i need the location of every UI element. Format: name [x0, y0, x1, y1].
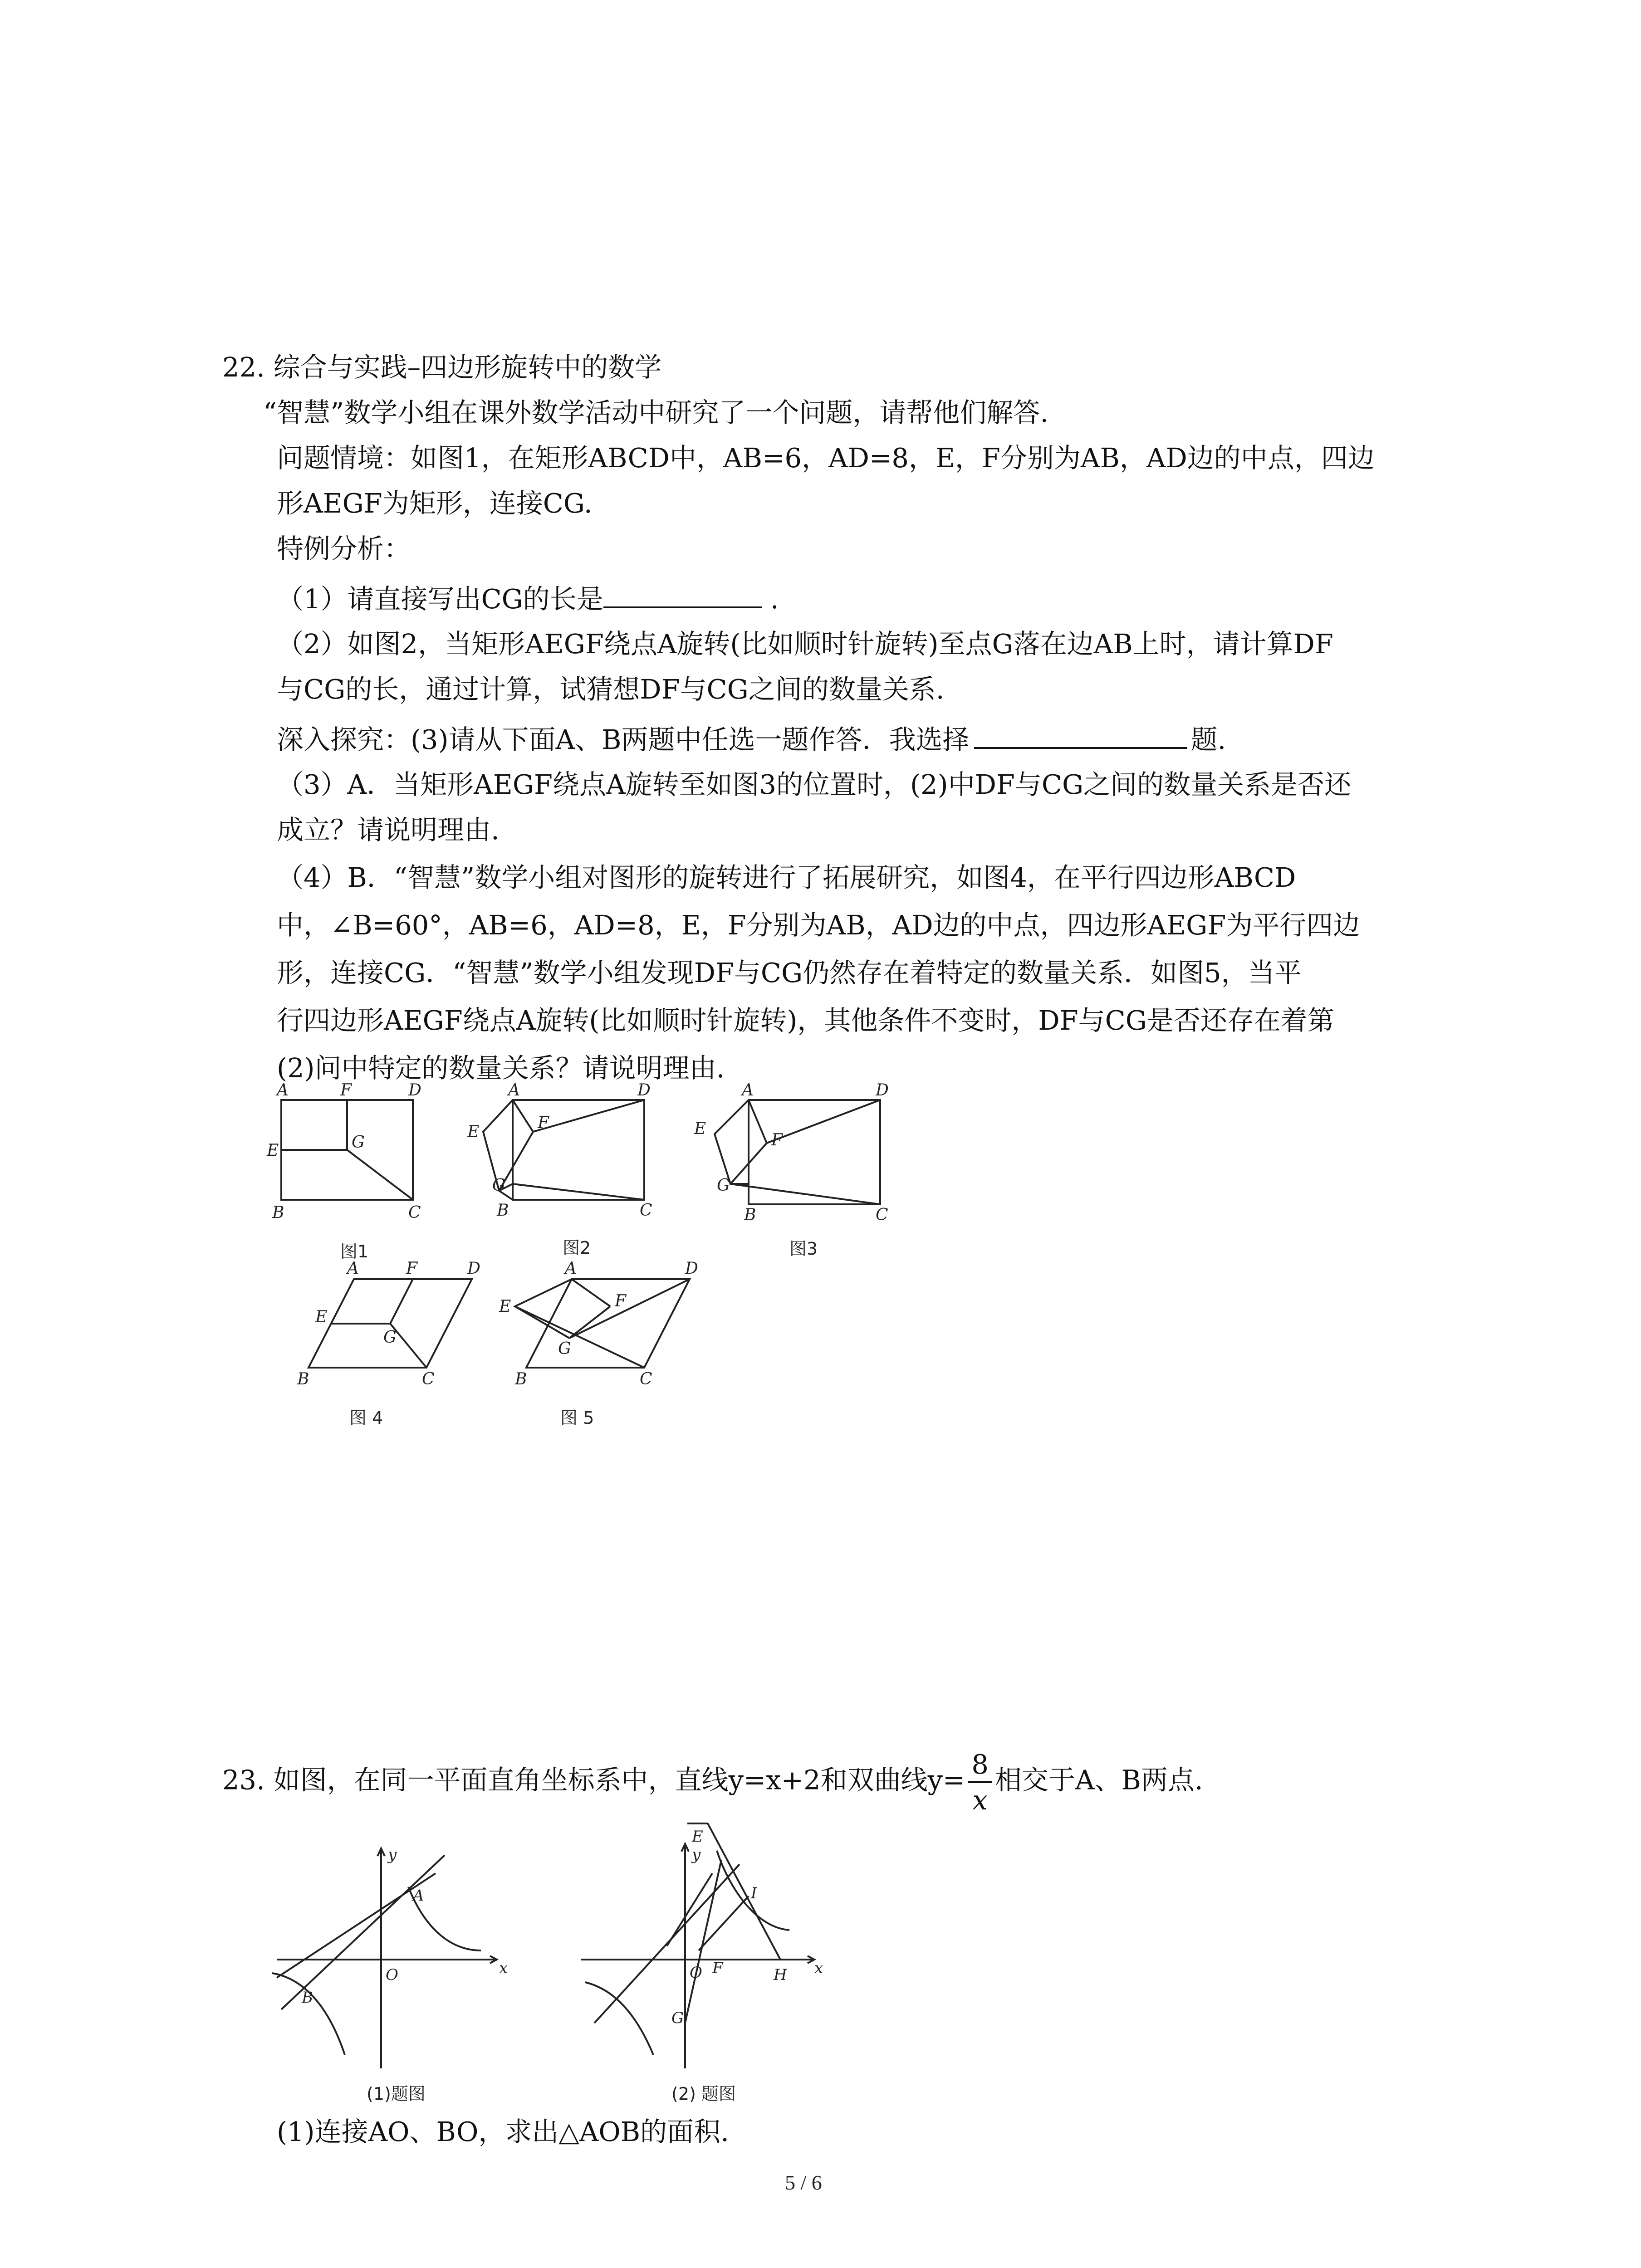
fig2-label-e: E — [467, 1123, 480, 1141]
q23-fig1-caption: (1)题图 — [367, 2084, 426, 2104]
fig2-caption: 图2 — [563, 1238, 591, 1258]
q23-figure-2 — [576, 1810, 830, 2068]
q23f1-label-a: A — [413, 1887, 424, 1905]
answer-blank-1[interactable] — [603, 578, 762, 608]
q22-context-line1: 问题情境：如图1，在矩形ABCD中，AB=6，AD=8，E，F分别为AB，AD边的中点，四边 — [277, 442, 1375, 474]
q23-stem-text: 23. 如图，在同一平面直角坐标系中，直线y=x+2和双曲线y= — [222, 1764, 965, 1796]
q23f2-label-g: G — [671, 2009, 684, 2027]
q22-part4-line1: （4）B．“智慧”数学小组对图形的旋转进行了拓展研究，如图4，在平行四边形ABCD — [277, 862, 1296, 893]
page-number: 5 / 6 — [785, 2171, 822, 2194]
q23-stem — [222, 1749, 1203, 1816]
q22-part4-line4: 行四边形AEGF绕点A旋转(比如顺时针旋转)，其他条件不变时，DF与CG是否还存在着第 — [277, 1005, 1334, 1036]
q23f2-label-e: E — [692, 1828, 703, 1846]
q23f2-label-i: I — [751, 1884, 757, 1902]
fraction-numerator: 8 — [968, 1751, 992, 1783]
fig5-caption: 图 5 — [560, 1408, 594, 1428]
answer-blank-choice[interactable] — [974, 719, 1187, 749]
fig3-label-e: E — [694, 1119, 706, 1138]
fig5-label-e: E — [499, 1297, 511, 1316]
figure-4 — [290, 1261, 485, 1388]
fig2-label-f: F — [538, 1114, 549, 1132]
q22-part4-line5: (2)问中特定的数量关系？请说明理由. — [277, 1052, 725, 1084]
fig5-label-d: D — [685, 1259, 698, 1278]
figure-1 — [267, 1081, 426, 1232]
fig4-label-b: B — [297, 1370, 309, 1388]
q22-part2-line2: 与CG的长，通过计算，试猜想DF与CG之间的数量关系. — [277, 674, 945, 705]
fig2-label-c: C — [640, 1201, 652, 1220]
q22-part1-text: （1）请直接写出CG的长是 — [277, 583, 603, 615]
fraction-denominator: x — [972, 1784, 988, 1816]
q23f1-label-y: y — [388, 1846, 397, 1864]
fig5-label-c: C — [640, 1370, 652, 1388]
fig1-label-g: G — [352, 1133, 365, 1152]
q23-fig2-caption: (2) 题图 — [671, 2084, 736, 2104]
q23f1-label-x: x — [499, 1959, 508, 1977]
q22-title: 22. 综合与实践–四边形旋转中的数学 — [222, 352, 662, 383]
fig1-caption: 图1 — [340, 1242, 369, 1261]
fig5-label-g: G — [558, 1339, 571, 1358]
q22-context-line2: 形AEGF为矩形，连接CG. — [277, 488, 593, 519]
figure-2 — [463, 1081, 662, 1232]
q22-intro: “智慧”数学小组在课外数学活动中研究了一个问题，请帮他们解答. — [263, 397, 1049, 428]
q22-deep-text: 深入探究：(3)请从下面A、B两题中任选一题作答．我选择 — [277, 724, 970, 755]
q23-stem-end: 相交于A、B两点. — [994, 1764, 1203, 1796]
q22-part3-line2: 成立？请说明理由. — [277, 814, 500, 846]
fraction-8-over-x — [968, 1749, 992, 1816]
q23f2-label-y: y — [692, 1846, 701, 1864]
q22-special-heading: 特例分析： — [277, 533, 411, 564]
fig4-label-c: C — [422, 1370, 435, 1388]
q22-part1 — [277, 578, 779, 617]
fig3-label-b: B — [744, 1206, 756, 1224]
fig3-label-f: F — [771, 1131, 783, 1149]
fig3-caption: 图3 — [789, 1239, 818, 1259]
fig5-label-b: B — [515, 1370, 527, 1388]
fig2-label-g: G — [492, 1176, 505, 1195]
fig4-label-a: A — [347, 1259, 359, 1278]
q23-figure-1 — [272, 1842, 526, 2068]
fig3-label-c: C — [876, 1206, 888, 1224]
fig2-label-b: B — [497, 1201, 509, 1220]
fig1-label-f: F — [340, 1081, 352, 1100]
fig4-label-d: D — [467, 1259, 480, 1278]
q23f2-label-f: F — [712, 1959, 723, 1977]
figure-5 — [499, 1261, 708, 1388]
q23-part1: (1)连接AO、BO，求出△AOB的面积. — [277, 2116, 729, 2147]
fig1-label-b: B — [272, 1203, 284, 1222]
fig3-label-g: G — [717, 1176, 730, 1195]
fig4-label-f: F — [406, 1259, 417, 1278]
fig3-label-d: D — [876, 1081, 889, 1100]
q22-part3-line1: （3）A．当矩形AEGF绕点A旋转至如图3的位置时，(2)中DF与CG之间的数量关系是否还 — [277, 769, 1352, 800]
q22-deep-end: 题. — [1190, 724, 1226, 755]
fig3-label-a: A — [742, 1081, 754, 1100]
fig4-label-e: E — [315, 1308, 328, 1326]
figure-3 — [690, 1081, 903, 1232]
fig1-label-a: A — [277, 1081, 289, 1100]
q23f2-label-o: O — [690, 1964, 702, 1982]
fig2-label-d: D — [637, 1081, 651, 1100]
fig4-label-g: G — [383, 1328, 397, 1347]
q22-part4-line3: 形，连接CG．“智慧”数学小组发现DF与CG仍然存在着特定的数量关系．如图5，当平 — [277, 957, 1302, 988]
q22-part2-line1: （2）如图2，当矩形AEGF绕点A旋转(比如顺时针旋转)至点G落在边AB上时，请计算DF — [277, 628, 1333, 660]
fig1-label-e: E — [267, 1141, 279, 1160]
q22-part1-end: . — [770, 583, 779, 615]
q23f2-label-x: x — [814, 1959, 823, 1977]
fig4-caption: 图 4 — [349, 1408, 383, 1428]
q23f2-label-h: H — [774, 1966, 787, 1984]
q23f1-label-b: B — [302, 1989, 313, 2007]
q22-part4-line2: 中，∠B=60°，AB=6，AD=8，E，F分别为AB，AD边的中点，四边形AEGF为平行四边 — [277, 909, 1360, 941]
fig5-label-f: F — [615, 1292, 626, 1310]
fig2-label-a: A — [508, 1081, 520, 1100]
fig1-label-d: D — [408, 1081, 421, 1100]
fig1-label-c: C — [408, 1203, 421, 1222]
q23f1-label-o: O — [386, 1966, 398, 1984]
q22-deep-explore — [277, 719, 1226, 758]
fig5-label-a: A — [565, 1259, 577, 1278]
